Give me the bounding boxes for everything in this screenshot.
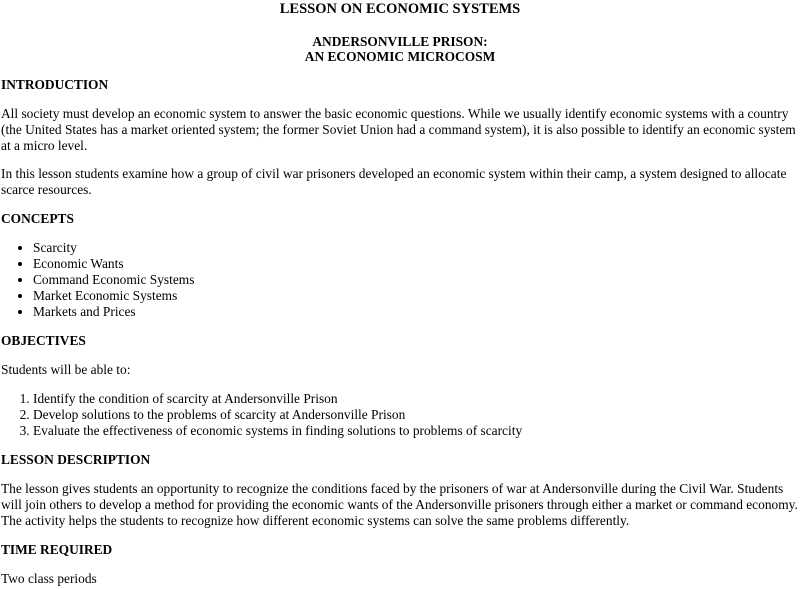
list-item: 2. Develop solutions to the problems of scarcity at Andersonville Prison [33, 407, 799, 423]
list-item: • Markets and Prices [33, 304, 799, 320]
list-item: • Economic Wants [33, 256, 799, 272]
list-item: 1. Identify the condition of scarcity at Andersonville Prison [33, 391, 799, 407]
objectives-heading: OBJECTIVES [1, 333, 86, 348]
introduction-paragraph: All society must develop an economic system to answer the basic economic questions. While we usually identify economic systems with a country (the United States has a market oriented system; the former Soviet Union had a command system), it is also possible to identify an economic system at a micro level. [1, 106, 796, 153]
introduction-paragraph: In this lesson students examine how a group of civil war prisoners developed an economic system within their camp, a system designed to allocate scarce resources. [1, 166, 787, 197]
list-item: • Command Economic Systems [33, 272, 799, 288]
concepts-heading: CONCEPTS [1, 211, 74, 226]
concepts-list [1, 240, 799, 320]
list-item: • Scarcity [33, 240, 799, 256]
list-item: 3. Evaluate the effectiveness of economic systems in finding solutions to problems of scarcity [33, 423, 799, 439]
list-item: • Market Economic Systems [33, 288, 799, 304]
subtitle-line: ANDERSONVILLE PRISON: [312, 34, 488, 49]
subtitle-line: AN ECONOMIC MICROCOSM [304, 49, 496, 64]
page-subtitle [1, 34, 799, 64]
lesson-description-paragraph: The lesson gives students an opportunity to recognize the conditions faced by the prisoners of war at Andersonville during the Civil War. Students will join others to develop a method for providing the economic wants of the Andersonville prisoners through either a market or command economy. The activity helps the students to recognize how different economic systems can solve the same problems differently. [1, 481, 798, 528]
page-title: LESSON ON ECONOMIC SYSTEMS [279, 1, 521, 17]
introduction-heading: INTRODUCTION [1, 77, 109, 92]
objectives-intro: Students will be able to: [1, 362, 131, 377]
time-required-heading: TIME REQUIRED [1, 542, 113, 557]
time-required-text: Two class periods [1, 571, 97, 586]
objectives-list [1, 391, 799, 439]
lesson-description-heading: LESSON DESCRIPTION [1, 452, 151, 467]
